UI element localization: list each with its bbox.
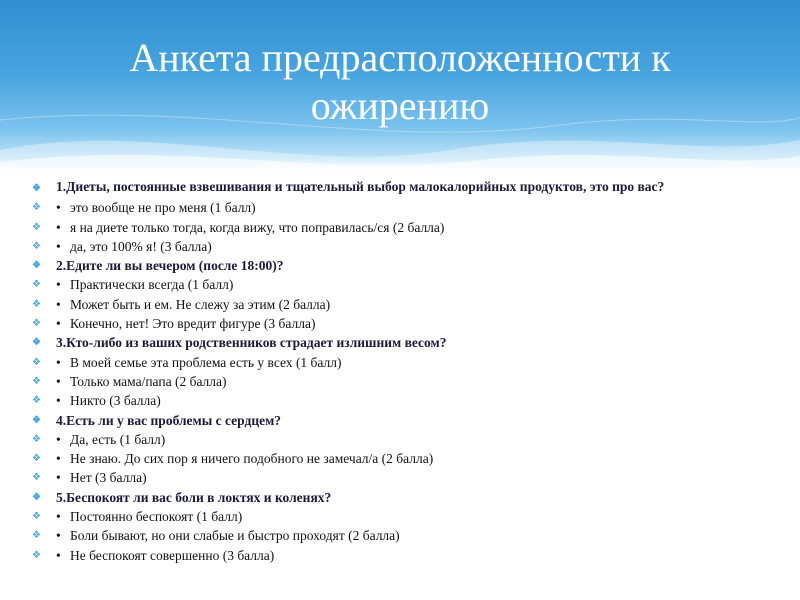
answer-text-wrap [56, 430, 780, 449]
answer-text-wrap [56, 314, 780, 333]
answer-item [30, 546, 780, 565]
question-item [30, 333, 780, 352]
answer-dot-icon: • [56, 509, 61, 525]
diamond-bullet-icon: ❖ [32, 318, 41, 330]
diamond-bullet-icon: ❖ [32, 472, 41, 484]
diamond-bullet-icon: ❖ [32, 453, 41, 465]
answer-text: Конечно, нет! Это вредит фигуре (3 балла) [70, 316, 316, 332]
answer-text: Только мама/папа (2 балла) [70, 373, 227, 389]
diamond-bullet-icon: ❖ [32, 511, 41, 523]
answer-text-wrap [56, 449, 780, 468]
answer-text: Да, есть (1 балл) [70, 431, 166, 447]
answer-text-wrap [56, 218, 780, 237]
question-item [30, 488, 780, 507]
answer-text-wrap [56, 198, 780, 217]
diamond-bullet-icon: ❖ [32, 549, 41, 561]
diamond-bullet-icon: ❖ [32, 260, 41, 272]
questionnaire-list [30, 179, 780, 565]
answer-dot-icon: • [56, 277, 61, 293]
answer-text-wrap [56, 546, 780, 565]
answer-item [30, 430, 780, 449]
diamond-bullet-icon: ❖ [32, 183, 41, 194]
diamond-bullet-icon: ❖ [32, 356, 41, 368]
answer-text: В моей семье эта проблема есть у всех (1 балл) [70, 354, 342, 370]
answer-item [30, 314, 780, 333]
answer-item [30, 507, 780, 526]
answer-item [30, 372, 780, 391]
answer-text: Нет (3 балла) [70, 470, 147, 486]
answer-dot-icon: • [56, 451, 61, 467]
question-text: 1.Диеты, постоянные взвешивания и тщательный выбор малокалорийных продуктов, это про вас? [56, 179, 665, 194]
question-item [30, 256, 780, 275]
answer-dot-icon: • [56, 354, 61, 370]
answer-text: Может быть и ем. Не слежу за этим (2 балла) [70, 296, 331, 312]
title-banner [0, 0, 800, 172]
answer-item [30, 218, 780, 237]
answer-text: Не беспокоят совершенно (3 балла) [70, 547, 275, 563]
answer-text: Практически всегда (1 балл) [70, 277, 234, 293]
answer-dot-icon: • [56, 200, 61, 216]
question-item [30, 179, 780, 198]
answer-item [30, 391, 780, 410]
answer-dot-icon: • [56, 373, 61, 389]
diamond-bullet-icon: ❖ [32, 202, 41, 214]
answer-text-wrap [56, 468, 780, 487]
answer-item [30, 468, 780, 487]
diamond-bullet-icon: ❖ [32, 375, 41, 387]
answer-text-wrap [56, 295, 780, 314]
answer-item [30, 449, 780, 468]
answer-text-wrap [56, 507, 780, 526]
answer-text-wrap [56, 237, 780, 256]
diamond-bullet-icon: ❖ [32, 221, 41, 233]
answer-dot-icon: • [56, 219, 61, 235]
answer-item [30, 526, 780, 545]
diamond-bullet-icon: ❖ [32, 530, 41, 542]
answer-text-wrap [56, 275, 780, 294]
slide-title: Анкета предрасположенности к ожирению [129, 35, 671, 128]
answer-item [30, 237, 780, 256]
answer-item [30, 275, 780, 294]
diamond-bullet-icon: ❖ [32, 491, 41, 503]
answer-text: Постоянно беспокоят (1 балл) [70, 509, 243, 525]
answer-dot-icon: • [56, 296, 61, 312]
question-text: 2.Едите ли вы вечером (после 18:00)? [56, 258, 284, 274]
answer-text-wrap [56, 372, 780, 391]
answer-item [30, 353, 780, 372]
answer-text: я на диете только тогда, когда вижу, что поправилась/ся (2 балла) [70, 219, 445, 235]
question-item [30, 411, 780, 430]
answer-dot-icon: • [56, 431, 61, 447]
answer-text: Не знаю. До сих пор я ничего подобного не замечал/а (2 балла) [70, 451, 434, 467]
answer-text-wrap [56, 391, 780, 410]
answer-dot-icon: • [56, 393, 61, 409]
diamond-bullet-icon: ❖ [32, 433, 41, 445]
answer-dot-icon: • [56, 238, 61, 254]
question-text: 3.Кто-либо из ваших родственников страдает излишним весом? [56, 335, 447, 351]
answer-text-wrap [56, 526, 780, 545]
question-text: 5.Беспокоят ли вас боли в локтях и коленях? [56, 489, 332, 505]
answer-item [30, 198, 780, 217]
answer-text: Боли бывают, но они слабые и быстро проходят (2 балла) [70, 528, 400, 544]
diamond-bullet-icon: ❖ [32, 337, 41, 349]
diamond-bullet-icon: ❖ [32, 240, 41, 252]
diamond-bullet-icon: ❖ [32, 298, 41, 310]
answer-dot-icon: • [56, 547, 61, 563]
answer-item [30, 295, 780, 314]
answer-text: да, это 100% я! (3 балла) [70, 238, 212, 254]
answer-text-wrap [56, 353, 780, 372]
diamond-bullet-icon: ❖ [32, 395, 41, 407]
answer-dot-icon: • [56, 316, 61, 332]
diamond-bullet-icon: ❖ [32, 279, 41, 291]
answer-text: Никто (3 балла) [70, 393, 161, 409]
answer-dot-icon: • [56, 470, 61, 486]
question-text: 4.Есть ли у вас проблемы с сердцем? [56, 412, 282, 428]
answer-dot-icon: • [56, 528, 61, 544]
diamond-bullet-icon: ❖ [32, 414, 41, 426]
answer-text: это вообще не про меня (1 балл) [70, 200, 256, 216]
